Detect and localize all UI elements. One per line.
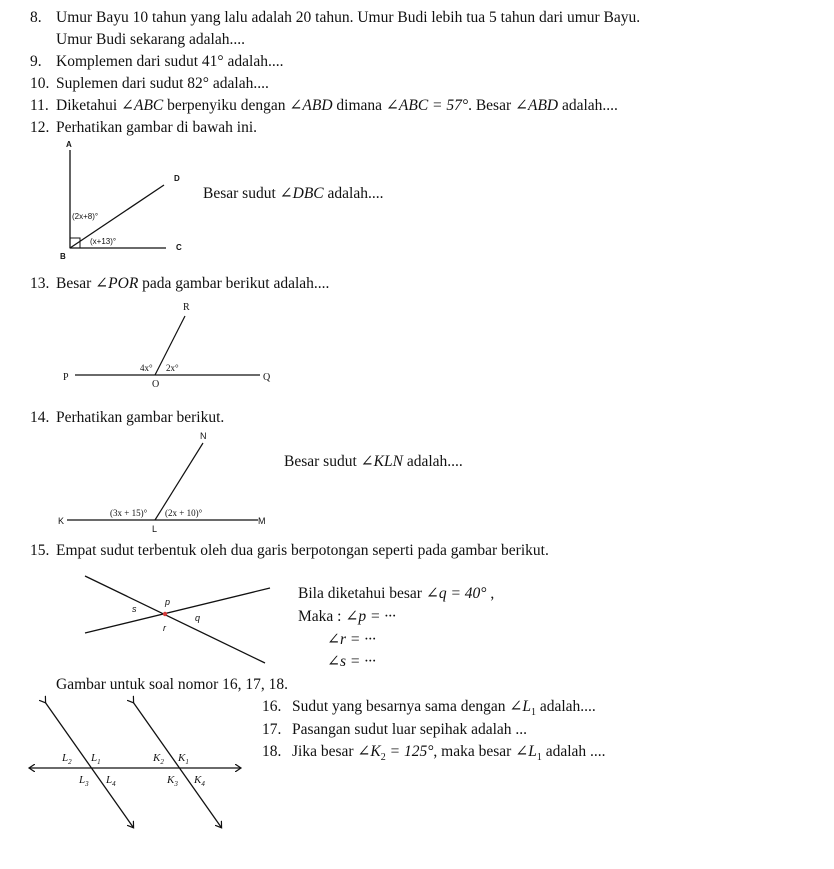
q12-number: 12.: [30, 119, 50, 136]
label-r: r: [163, 623, 166, 633]
q14-question: Besar sudut ∠KLN adalah....: [284, 453, 463, 470]
angle-label-4x: 4x°: [140, 363, 153, 373]
label-P: P: [63, 372, 69, 383]
q11-number: 11.: [30, 97, 49, 114]
line-1: [85, 576, 265, 663]
figure-q15: [75, 568, 275, 668]
label-s: s: [132, 604, 137, 614]
q13-number: 13.: [30, 275, 50, 292]
q18-number: 18.: [262, 743, 282, 760]
q9-number: 9.: [30, 53, 42, 70]
intersection-point: [163, 612, 167, 616]
q15-s: ∠s = ···: [327, 653, 376, 670]
angle-label-3x15: (3x + 15)°: [110, 508, 148, 518]
q14-text: Perhatikan gambar berikut.: [56, 409, 225, 426]
q15-maka-p: Maka : ∠p = ···: [298, 608, 396, 625]
label-D: D: [174, 174, 180, 183]
label-O: O: [152, 379, 160, 390]
label-K2: $K_2$: [153, 752, 164, 766]
parallel-line-L: [45, 702, 133, 827]
label-A: A: [66, 140, 72, 149]
parallel-line-K: [133, 702, 221, 827]
label-R: R: [183, 302, 190, 313]
q11-text: Diketahui ∠ABC berpenyiku dengan ∠ABD dimana ∠ABC = 57°. Besar ∠ABD adalah....: [56, 97, 618, 114]
q15-given: Bila diketahui besar ∠q = 40° ,: [298, 585, 495, 602]
q18-text: Jika besar $\angle K_2 = 125^\circ$, maka besar $\angle L_1$ adalah ....: [292, 743, 606, 764]
label-L: L: [152, 524, 158, 534]
angle-label-x13: (x+13)°: [90, 237, 117, 246]
q15-number: 15.: [30, 542, 50, 559]
label-L2: $L_2$: [62, 752, 72, 766]
line-2: [85, 588, 270, 633]
q13-text: Besar ∠POR pada gambar berikut adalah....: [56, 275, 330, 292]
label-M: M: [258, 516, 266, 526]
label-K: K: [58, 516, 65, 526]
q10-text: Suplemen dari sudut 82° adalah....: [56, 75, 269, 92]
q16-number: 16.: [262, 698, 282, 715]
label-L1: $L_1$: [91, 752, 101, 766]
label-K1: $K_1$: [178, 752, 189, 766]
angle-label-2x10: (2x + 10)°: [165, 508, 203, 518]
q15-text: Empat sudut terbentuk oleh dua garis berpotongan seperti pada gambar berikut.: [56, 542, 549, 559]
group-caption: Gambar untuk soal nomor 16, 17, 18.: [56, 676, 289, 693]
q17-number: 17.: [262, 721, 282, 738]
figure-q12: [60, 140, 200, 265]
q17-text: Pasangan sudut luar sepihak adalah ...: [292, 721, 528, 738]
q9-text: Komplemen dari sudut 41° adalah....: [56, 53, 284, 70]
label-L4: $L_4$: [106, 774, 116, 788]
figure-q13: [60, 298, 280, 388]
q10-number: 10.: [30, 75, 50, 92]
q8-text-line2: Umur Budi sekarang adalah....: [56, 31, 245, 48]
figure-q16-18: [25, 697, 255, 832]
label-Q: Q: [263, 372, 271, 383]
q12-text: Perhatikan gambar di bawah ini.: [56, 119, 258, 136]
q12-question: Besar sudut ∠DBC adalah....: [203, 185, 384, 202]
label-q: q: [195, 613, 201, 623]
angle-label-2x8: (2x+8)°: [72, 212, 99, 221]
q15-r: ∠r = ···: [327, 631, 376, 648]
label-K3: $K_3$: [167, 774, 178, 788]
q8-number: 8.: [30, 9, 42, 26]
q16-text: Sudut yang besarnya sama dengan $\angle L_1$ adalah....: [292, 698, 596, 719]
q14-number: 14.: [30, 409, 50, 426]
label-B: B: [60, 252, 66, 261]
q8-text-line1: Umur Bayu 10 tahun yang lalu adalah 20 tahun. Umur Budi lebih tua 5 tahun dari umur Bayu.: [56, 9, 641, 26]
angle-label-2x: 2x°: [166, 363, 179, 373]
label-C: C: [176, 243, 182, 252]
label-N: N: [200, 431, 207, 441]
label-L3: $L_3$: [79, 774, 89, 788]
figure-q14: [55, 428, 275, 534]
label-p: p: [165, 597, 171, 607]
label-K4: $K_4$: [194, 774, 205, 788]
